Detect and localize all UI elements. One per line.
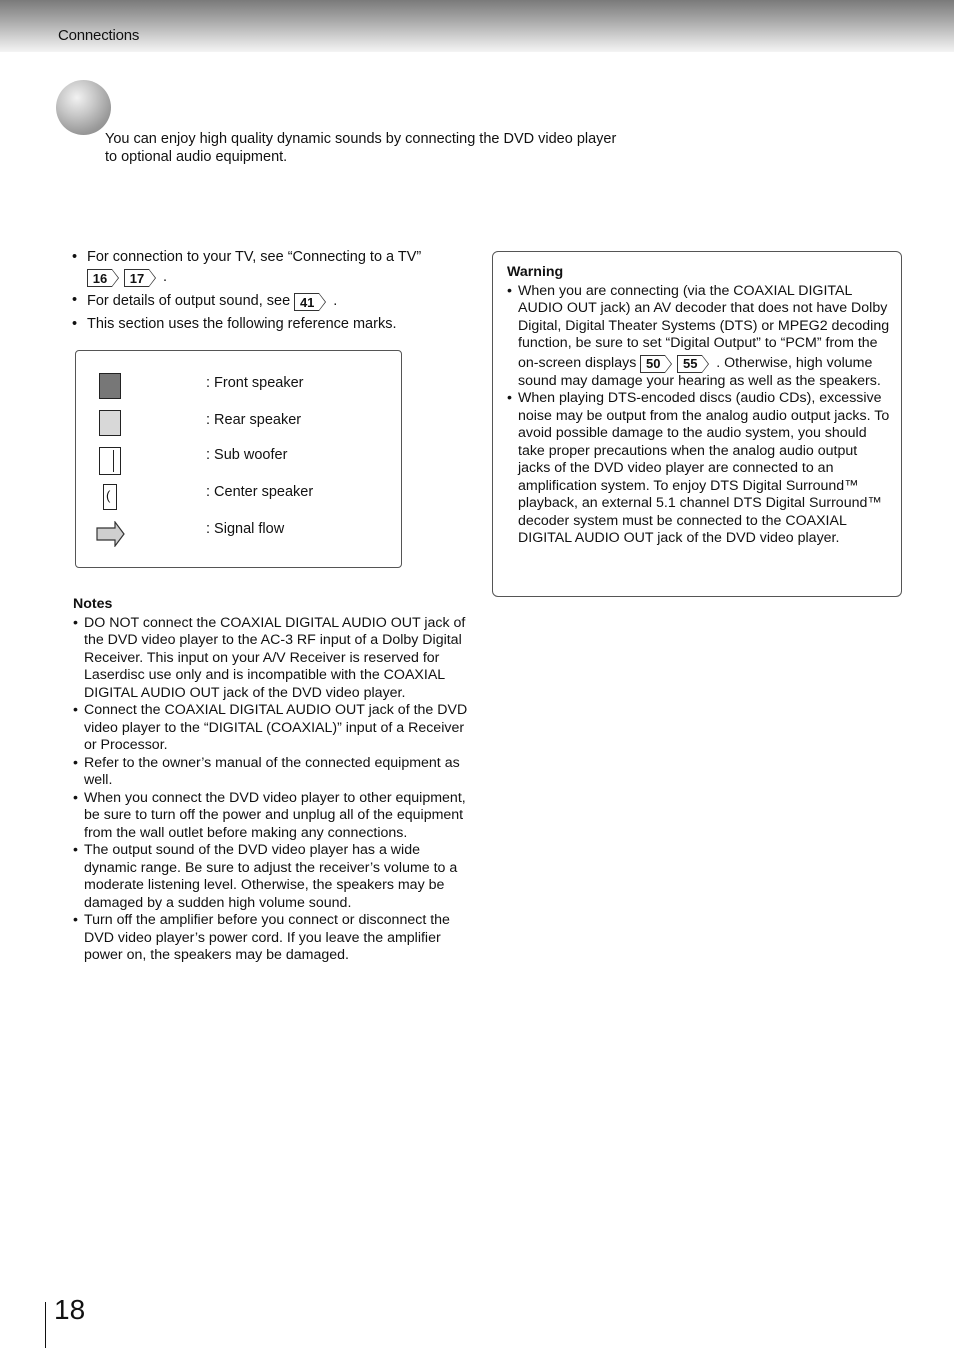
bullet-text: For details of output sound, see (87, 292, 291, 309)
center-speaker-icon (98, 484, 128, 514)
legend-label: : Signal flow (206, 521, 285, 537)
bullet-dot: • (73, 842, 78, 858)
bullet-dot: • (72, 292, 78, 308)
bullet-dot: • (72, 316, 78, 332)
note-item: • Turn off the amplifier before you connect or disconnect the DVD video player’s power cord. If you leave the amplifier power on, the speakers may be damaged. (73, 912, 450, 963)
page-number-rule (45, 1302, 46, 1348)
reference-marks-legend (75, 350, 402, 568)
front-speaker-icon (98, 371, 128, 401)
section-title: Connections (58, 27, 140, 44)
page-ref-badge[interactable]: 41 (294, 293, 319, 311)
bullet-dot: • (73, 614, 78, 631)
note-item: • When you connect the DVD video player to other equipment, be sure to turn off the power and unplug all of the equipment from the wall outlet before making any connections. (73, 789, 466, 841)
signal-flow-arrow-icon (96, 521, 126, 551)
header-bar (0, 0, 954, 52)
warning-item-dts: • When playing DTS-encoded discs (audio CDs), excessive noise may be output from the analog audio output jacks. To avoid possible damage to the audio system, you should take proper precautions when the analog audio output jacks of the DVD video player are connected to an amplification system. To enjoy DTS Digital Surround™ playback, an external 5.1 channel DTS Digital Surround™ decoder system must be connected to the COAXIAL DIGITAL AUDIO OUT jack of the DVD video player. (507, 390, 890, 546)
legend-row-center (76, 484, 401, 514)
bullet-reference-marks (72, 315, 472, 334)
notes-section (73, 596, 473, 965)
warning-content (507, 264, 891, 548)
legend-row-front (76, 371, 401, 401)
bullet-dot: • (73, 754, 78, 771)
bullet-dot: • (507, 282, 512, 299)
legend-label: : Rear speaker (206, 412, 302, 428)
warning-box (492, 251, 902, 597)
bullet-dot: • (73, 912, 78, 928)
warning-title: Warning (507, 264, 564, 280)
note-item: • The output sound of the DVD video player has a wide dynamic range. Be sure to adjust the receiver’s volume to a moderate listening level. Otherwise, the speakers may be damaged by a sudden high volume sound. (73, 842, 458, 911)
legend-label: : Center speaker (206, 484, 314, 500)
bullet-dot: • (73, 702, 78, 718)
bullet-tail: . (333, 292, 338, 309)
notes-title: Notes (73, 596, 113, 612)
page-ref-badge[interactable]: 17 (124, 269, 149, 287)
warning-item-decoder: • When you are connecting (via the COAXIAL DIGITAL AUDIO OUT jack) an AV decoder that does not have Dolby Digital, Digital Theater Systems (DTS) or MPEG2 decoding function, be sure to set “Digital Output” to “PCM” from the on-screen displays 50 55 . Otherwise, high volume sound may damage your hearing as well as the speakers. (507, 282, 890, 389)
note-item: • Refer to the owner’s manual of the connected equipment as well. (73, 754, 460, 788)
bullet-dot: • (72, 249, 78, 265)
page-ref-group (87, 269, 155, 287)
legend-row-signal (76, 521, 401, 551)
bullet-tail: . (163, 268, 168, 285)
page-ref-group (294, 293, 325, 311)
note-item: • Connect the COAXIAL DIGITAL AUDIO OUT jack of the DVD video player to the “DIGITAL (COAXIAL)” input of a Receiver or Processor. (73, 702, 468, 753)
bullet-dot: • (507, 390, 512, 406)
intro-line-2: to optional audio equipment. (105, 149, 288, 165)
page-ref-badge[interactable]: 55 (677, 355, 702, 373)
intro-line-1: You can enjoy high quality dynamic sounds by connecting the DVD video player (105, 131, 617, 147)
section-sphere-icon (56, 80, 111, 135)
intro-text (105, 130, 665, 166)
page-ref-group (640, 355, 708, 373)
note-item: • DO NOT connect the COAXIAL DIGITAL AUDIO OUT jack of the DVD video player to the AC-3 RF input of a Dolby Digital Receiver. This input on your A/V Receiver is reserved for Laserdisc use only and is incompatible with the COAXIAL DIGITAL AUDIO OUT jack of the DVD video player. (73, 614, 466, 701)
legend-row-rear (76, 408, 401, 438)
intro-bullets (72, 248, 472, 338)
legend-row-sub (76, 447, 401, 477)
page-ref-badge[interactable]: 16 (87, 269, 112, 287)
rear-speaker-icon (98, 408, 128, 438)
bullet-dot: • (73, 789, 78, 806)
bullet-text: For connection to your TV, see “Connecting to a TV” (87, 249, 422, 265)
page-ref-badge[interactable]: 50 (640, 355, 665, 373)
bullet-text: This section uses the following reference marks. (87, 316, 397, 332)
page-number: 18 (54, 1294, 86, 1325)
bullet-tv-connection (72, 248, 472, 287)
bullet-output-sound (72, 291, 472, 311)
legend-label: : Sub woofer (206, 447, 288, 463)
legend-label: : Front speaker (206, 375, 304, 391)
sub-woofer-icon (98, 447, 128, 477)
